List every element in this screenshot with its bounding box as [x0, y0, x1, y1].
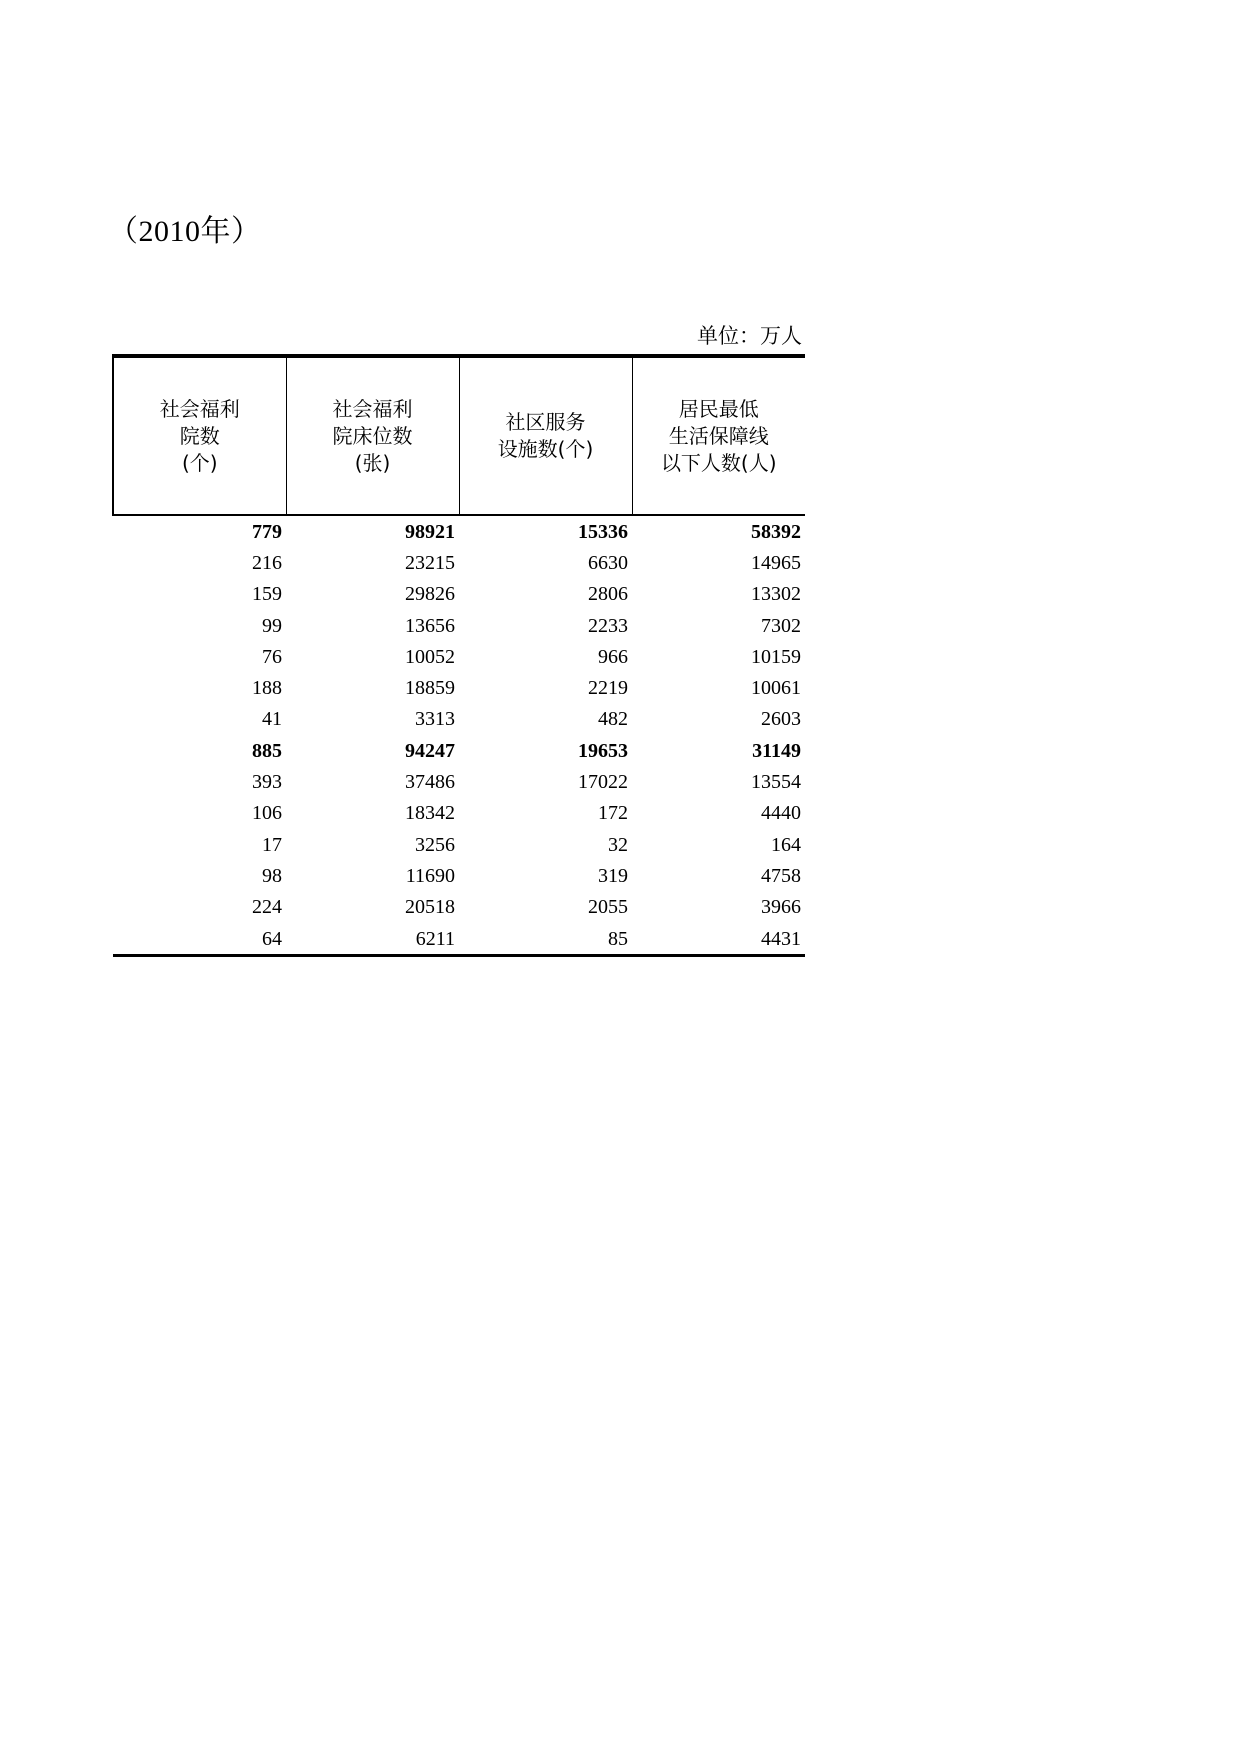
table-row	[113, 704, 805, 735]
cell-community-facilities: 17022	[578, 771, 628, 794]
cell-welfare-beds: 3256	[415, 833, 455, 856]
cell-welfare-beds: 3313	[415, 708, 455, 731]
cell-min-living-persons: 10159	[751, 645, 801, 668]
table-row	[113, 860, 805, 891]
header-min-living-persons: 居民最低 生活保障线 以下人数(人)	[632, 356, 805, 515]
cell-welfare-institutions: 216	[252, 551, 282, 574]
table-row	[113, 892, 805, 923]
cell-welfare-beds: 20518	[405, 896, 455, 919]
unit-label: 单位：万人	[697, 324, 802, 348]
cell-community-facilities: 6630	[588, 551, 628, 574]
cell-community-facilities: 319	[598, 864, 628, 887]
cell-min-living-persons: 14965	[751, 551, 801, 574]
cell-community-facilities: 172	[598, 802, 628, 825]
cell-welfare-institutions: 64	[113, 923, 286, 956]
cell-min-living-persons: 7302	[761, 614, 801, 637]
cell-community-facilities: 482	[598, 708, 628, 731]
cell-welfare-beds: 6211	[286, 923, 459, 956]
cell-welfare-institutions: 159	[252, 583, 282, 606]
cell-welfare-institutions: 76	[262, 645, 282, 668]
cell-welfare-beds: 23215	[405, 551, 455, 574]
cell-min-living-persons: 3966	[761, 896, 801, 919]
header-welfare-beds: 社会福利 院床位数 (张)	[286, 356, 459, 515]
cell-min-living-persons: 4758	[761, 864, 801, 887]
table-row	[113, 515, 805, 547]
table-row	[113, 579, 805, 610]
cell-min-living-persons: 2603	[761, 708, 801, 731]
cell-welfare-beds: 18342	[405, 802, 455, 825]
cell-community-facilities: 15336	[578, 520, 628, 543]
cell-min-living-persons: 58392	[751, 520, 801, 543]
table-row	[113, 766, 805, 797]
cell-welfare-institutions: 393	[252, 771, 282, 794]
header-welfare-institutions: 社会福利 院数 (个)	[113, 356, 286, 515]
cell-welfare-institutions: 885	[252, 739, 282, 762]
cell-min-living-persons: 13554	[751, 771, 801, 794]
cell-welfare-beds: 37486	[405, 771, 455, 794]
cell-min-living-persons: 13302	[751, 583, 801, 606]
cell-welfare-beds: 29826	[405, 583, 455, 606]
statistics-table	[112, 354, 805, 957]
cell-community-facilities: 2233	[588, 614, 628, 637]
cell-welfare-beds: 18859	[405, 677, 455, 700]
table-row	[113, 610, 805, 641]
cell-welfare-beds: 11690	[405, 864, 455, 887]
cell-min-living-persons: 10061	[751, 677, 801, 700]
table-row	[113, 798, 805, 829]
cell-welfare-institutions: 779	[252, 520, 282, 543]
cell-community-facilities: 19653	[578, 739, 628, 762]
cell-community-facilities: 2055	[588, 896, 628, 919]
cell-welfare-institutions: 224	[252, 896, 282, 919]
cell-welfare-institutions: 41	[262, 708, 282, 731]
cell-community-facilities: 966	[598, 645, 628, 668]
cell-min-living-persons: 31149	[752, 739, 801, 762]
table-row	[113, 641, 805, 672]
cell-community-facilities: 32	[608, 833, 628, 856]
cell-min-living-persons: 4431	[632, 923, 805, 956]
header-row	[113, 356, 805, 515]
table-row	[113, 547, 805, 578]
table-row	[113, 672, 805, 703]
table-header	[113, 356, 805, 515]
page-title: （2010年）	[108, 215, 262, 248]
cell-min-living-persons: 4440	[761, 802, 801, 825]
cell-welfare-institutions: 99	[262, 614, 282, 637]
cell-welfare-beds: 10052	[405, 645, 455, 668]
cell-community-facilities: 2219	[588, 677, 628, 700]
cell-community-facilities: 2806	[588, 583, 628, 606]
cell-welfare-beds: 98921	[405, 520, 455, 543]
cell-min-living-persons: 164	[771, 833, 801, 856]
table-row	[113, 923, 805, 956]
cell-welfare-institutions: 98	[262, 864, 282, 887]
table-row	[113, 829, 805, 860]
cell-welfare-institutions: 106	[252, 802, 282, 825]
cell-community-facilities: 85	[459, 923, 632, 956]
header-community-facilities: 社区服务 设施数(个)	[459, 356, 632, 515]
table-body	[113, 515, 805, 956]
cell-welfare-beds: 13656	[405, 614, 455, 637]
cell-welfare-institutions: 17	[262, 833, 282, 856]
table-row	[113, 735, 805, 766]
cell-welfare-beds: 94247	[405, 739, 455, 762]
cell-welfare-institutions: 188	[252, 677, 282, 700]
